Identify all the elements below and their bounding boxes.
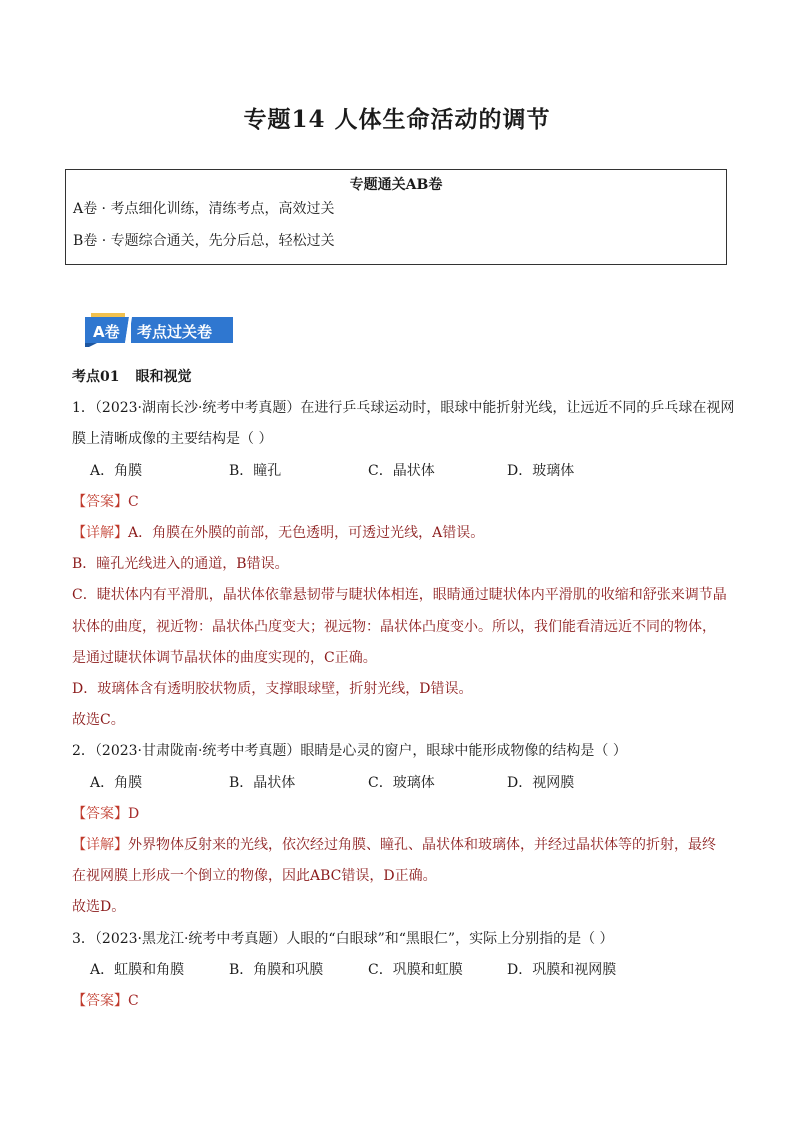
banner-label-b: 考点过关卷	[137, 323, 213, 341]
q2-detail-2: 在视网膜上形成一个倒立的物像，因此ABC错误，D正确。	[72, 868, 437, 885]
q1-answer-value: C	[128, 493, 139, 510]
q2-conclusion: 故选D。	[72, 899, 126, 916]
q2-options	[72, 768, 732, 799]
q1-option-d: D．玻璃体	[507, 462, 575, 479]
q3-option-a: A．虹膜和角膜	[90, 961, 185, 978]
q3-answer	[72, 986, 732, 1017]
q1-detail-3: C．睫状体内有平滑肌，晶状体依靠悬韧带与睫状体相连，眼睛通过睫状体内平滑肌的收缩和舒张来调节晶	[72, 587, 727, 604]
q2-answer	[72, 799, 732, 830]
q2-answer-value: D	[128, 805, 140, 822]
q1-detail-tag: 【详解】	[72, 525, 128, 542]
q2-detail-tag: 【详解】	[72, 837, 128, 854]
q3-stem-1: 3．（2023·黑龙江·统考中考真题）人眼的“白眼球”和“黑眼仁”，实际上分别指的是（ ）	[72, 930, 614, 947]
section-banner	[85, 313, 235, 347]
q1-detail-5: 是通过睫状体调节晶状体的曲度实现的，C正确。	[72, 649, 377, 666]
q1-answer-tag: 【答案】	[72, 493, 128, 510]
q1-option-b: B．瞳孔	[229, 462, 282, 479]
q2-answer-tag: 【答案】	[72, 805, 128, 822]
question-content	[72, 362, 735, 1017]
q3-options	[72, 955, 732, 986]
q1-stem-1: 1．（2023·湖南长沙·统考中考真题）在进行乒乓球运动时，眼球中能折射光线，让远近不同的乒乓球在视网	[72, 400, 735, 417]
q2-stem-1: 2．（2023·甘肃陇南·统考中考真题）眼睛是心灵的窗户，眼球中能形成物像的结构是（ ）	[72, 743, 627, 760]
q1-detail-4: 状体的曲度，视近物：晶状体凸度变大；视远物：晶状体凸度变小。所以，我们能看清远近不同的物体，	[72, 618, 716, 635]
q1-options	[72, 456, 732, 487]
intro-line-b: B卷 · 专题综合通关，先分后总，轻松过关	[73, 233, 335, 249]
q1-option-a: A．角膜	[90, 462, 143, 479]
q1-detail-2: B．瞳孔光线进入的通道，B错误。	[72, 556, 289, 573]
q2-option-b: B．晶状体	[229, 774, 296, 791]
section-name: 眼和视觉	[135, 369, 192, 385]
q1-option-c: C．晶状体	[368, 462, 435, 479]
q3-option-d: D．巩膜和视网膜	[507, 961, 617, 978]
q1-detail-1	[72, 518, 732, 549]
page-title: 专题14 人体生命活动的调节	[243, 106, 551, 133]
q3-option-b: B．角膜和巩膜	[229, 961, 324, 978]
section-heading	[72, 362, 732, 393]
intro-heading: 专题通关AB卷	[349, 177, 443, 193]
intro-box	[65, 169, 727, 265]
q2-detail-text-1: 外界物体反射来的光线，依次经过角膜、瞳孔、晶状体和玻璃体，并经过晶状体等的折射，最终	[128, 837, 716, 854]
q1-answer	[72, 487, 732, 518]
q2-option-c: C．玻璃体	[368, 774, 435, 791]
banner-label-a: A卷	[93, 323, 120, 341]
q3-option-c: C．巩膜和虹膜	[368, 961, 463, 978]
q1-detail-text-1: A．角膜在外膜的前部，无色透明，可透过光线，A错误。	[128, 525, 485, 542]
section-label: 考点01	[72, 369, 120, 385]
q1-conclusion: 故选C。	[72, 712, 125, 729]
q3-answer-tag: 【答案】	[72, 993, 128, 1010]
q2-option-d: D．视网膜	[507, 774, 575, 791]
q2-option-a: A．角膜	[90, 774, 143, 791]
q3-answer-value: C	[128, 993, 139, 1010]
q1-stem-2: 膜上清晰成像的主要结构是（ ）	[72, 431, 273, 448]
intro-line-a: A卷 · 考点细化训练，清练考点，高效过关	[73, 201, 335, 217]
q2-detail-1	[72, 830, 732, 861]
q1-detail-6: D．玻璃体含有透明胶状物质，支撑眼球壁，折射光线，D错误。	[72, 681, 473, 698]
